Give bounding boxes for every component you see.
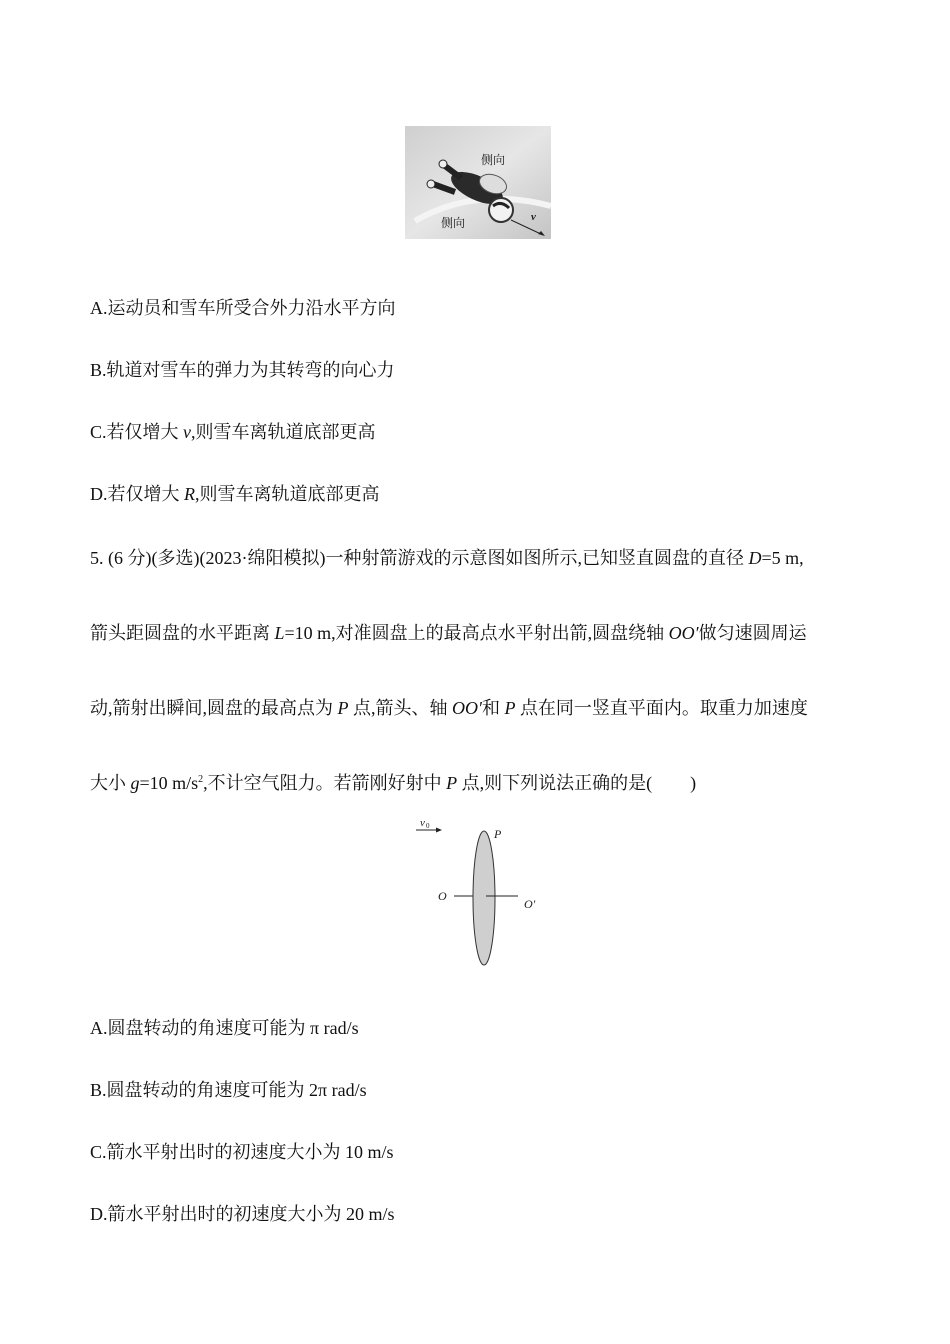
label-p: P [494,827,502,841]
q4-option-d [90,482,380,506]
q5-line3-text-a: 动,箭射出瞬间,圆盘的最高点为 [90,698,338,718]
q4-option-d-suffix: ,则雪车离轨道底部更高 [195,484,380,504]
disk-diagram-figure [410,812,560,972]
q5-stem-line-4 [90,771,696,795]
label-o: O [438,889,447,903]
q4-option-d-var: R [184,484,195,504]
q5-stem-line-1 [90,546,804,570]
q5-line4-text-a: 大小 [90,773,131,793]
q5-line4-text-e: ) [690,773,697,793]
q4-option-c [90,420,376,444]
q4-option-a-text: A.运动员和雪车所受合外力沿水平方向 [90,298,396,318]
label-v: v [531,211,536,223]
label-v0-sub: 0 [426,822,430,830]
q5-option-b-text: B.圆盘转动的角速度可能为 2π rad/s [90,1080,367,1100]
label-o-prime: O′ [524,897,536,911]
q5-var-g: g [130,773,140,793]
q4-option-b-text: B.轨道对雪车的弹力为其转弯的向心力 [90,360,395,380]
q4-option-d-prefix: D.若仅增大 [90,484,184,504]
q5-line3-text-b: 点,箭头、轴 [348,698,452,718]
disk [473,831,495,965]
q5-stem-line-3 [90,696,808,720]
q5-var-axis-2: OO′ [452,698,482,718]
q5-option-c [90,1140,394,1164]
q5-option-a-text: A.圆盘转动的角速度可能为 π rad/s [90,1018,359,1038]
q5-line2-text-a: 箭头距圆盘的水平距离 [90,623,275,643]
q5-option-b [90,1078,367,1102]
q5-line2-text-c: 做匀速圆周运 [698,623,807,643]
q5-exponent: 2 [198,774,204,785]
label-side-top: 侧向 [481,153,506,167]
q5-var-d: D [748,548,762,568]
v0-arrowhead [436,828,442,833]
q4-option-c-prefix: C.若仅增大 [90,422,184,442]
q5-line3-text-c: 和 [481,698,505,718]
q5-option-a [90,1016,359,1040]
q5-line3-text-d: 点在同一竖直平面内。取重力加速度 [515,698,808,718]
q5-line1-text-b: =5 m, [761,548,804,568]
q5-var-l: L [274,623,285,643]
q5-line2-text-b: =10 m,对准圆盘上的最高点水平射出箭,圆盘绕轴 [284,623,669,643]
q5-option-c-text: C.箭水平射出时的初速度大小为 10 m/s [90,1142,394,1162]
label-v0: v [420,817,425,829]
q5-var-p-1: P [337,698,349,718]
q4-option-a [90,296,396,320]
sled-photo-svg [405,126,551,239]
q5-option-d [90,1202,395,1226]
shoe-1 [439,160,447,168]
q4-option-c-suffix: ,则雪车离轨道底部更高 [191,422,376,442]
label-side-bottom: 侧向 [441,216,466,230]
q5-stem-line-2 [90,621,807,645]
disk-diagram-svg [410,812,560,972]
q5-var-p-2: P [504,698,516,718]
helmet [489,198,513,222]
sled-photo-figure [405,126,551,239]
q5-var-p-3: P [446,773,458,793]
shoe-2 [427,180,435,188]
q4-option-b [90,358,395,382]
q5-line1-text-a: 5. (6 分)(多选)(2023·绵阳模拟)一种射箭游戏的示意图如图所示,已知竖直圆盘的直径 [90,548,749,568]
q4-option-c-var: v [183,422,192,442]
q5-option-d-text: D.箭水平射出时的初速度大小为 20 m/s [90,1204,395,1224]
q5-var-axis-1: OO′ [668,623,699,643]
q5-line4-text-c: ,不计空气阻力。若箭刚好射中 [203,773,447,793]
q5-line4-text-b: =10 m/s [139,773,199,793]
q5-line4-text-d: 点,则下列说法正确的是( [457,773,653,793]
